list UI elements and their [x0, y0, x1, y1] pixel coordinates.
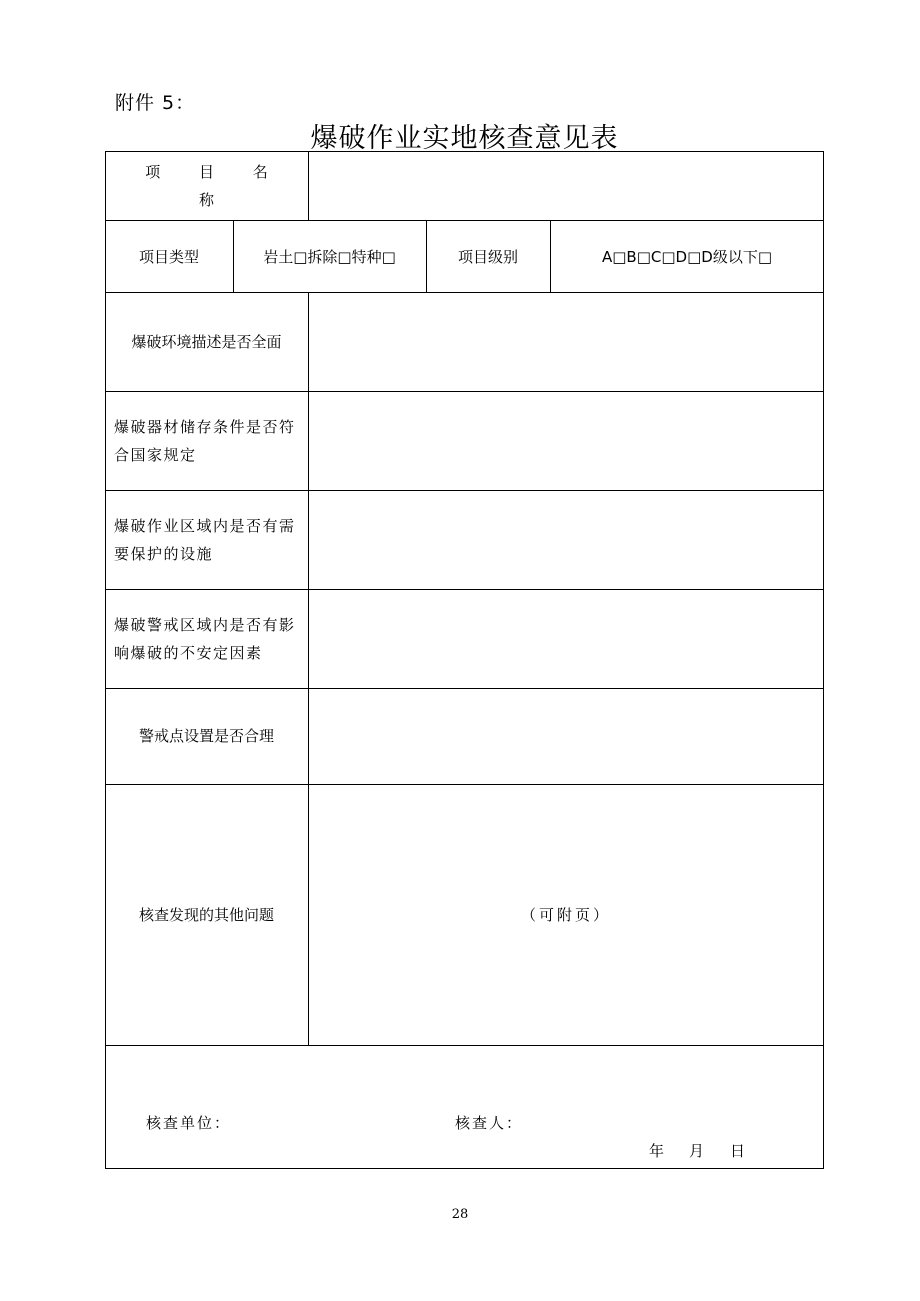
check-field-guard-points[interactable] [308, 688, 824, 784]
check-label-line: 合国家规定 [114, 445, 197, 464]
attachment-label: 附件 5： [115, 92, 196, 114]
check-label-guard-points [105, 688, 308, 784]
project-level-label: 项目级别 [457, 247, 518, 266]
project-type-options[interactable]: 岩土□拆除□特种□ [263, 247, 396, 266]
check-field-unsafe-factors[interactable] [308, 589, 824, 688]
check-label-line: 爆破环境描述是否全面 [131, 332, 282, 351]
project-type-label: 项目类型 [138, 247, 199, 266]
check-label-unsafe-factors [105, 589, 308, 688]
check-label-line: 响爆破的不安定因素 [114, 643, 263, 662]
date-month-label: 月 [689, 1142, 707, 1160]
date-year-label: 年 [649, 1142, 667, 1160]
check-label-protected-facilities [105, 490, 308, 589]
project-level-options[interactable]: A□B□C□D□D级以下□ [602, 247, 772, 266]
check-label-line: 要保护的设施 [114, 544, 214, 563]
project-name-label: 项 目 名 称 [145, 163, 285, 209]
check-label-storage [105, 391, 308, 490]
check-label-line: 爆破作业区域内是否有需 [114, 516, 296, 535]
check-label-line: 爆破器材储存条件是否符 [114, 417, 296, 436]
date-day-label: 日 [730, 1142, 748, 1160]
check-label-environment [105, 292, 308, 391]
check-field-environment[interactable] [308, 292, 824, 391]
project-name-field[interactable] [308, 151, 824, 221]
attach-pages-note: （可附页） [520, 905, 611, 924]
inspector-label: 核查人： [455, 1114, 524, 1132]
form-title: 爆破作业实地核查意见表 [310, 123, 619, 154]
inspection-unit-label: 核查单位： [146, 1114, 232, 1132]
check-label-line: 爆破警戒区域内是否有影 [114, 615, 296, 634]
other-issues-label: 核查发现的其他问题 [138, 905, 274, 924]
page-number: 28 [451, 1207, 469, 1222]
check-field-protected-facilities[interactable] [308, 490, 824, 589]
other-issues-field[interactable] [308, 784, 824, 1045]
check-field-storage[interactable] [308, 391, 824, 490]
table-rule [105, 1045, 824, 1046]
check-label-line: 警戒点设置是否合理 [138, 727, 274, 745]
